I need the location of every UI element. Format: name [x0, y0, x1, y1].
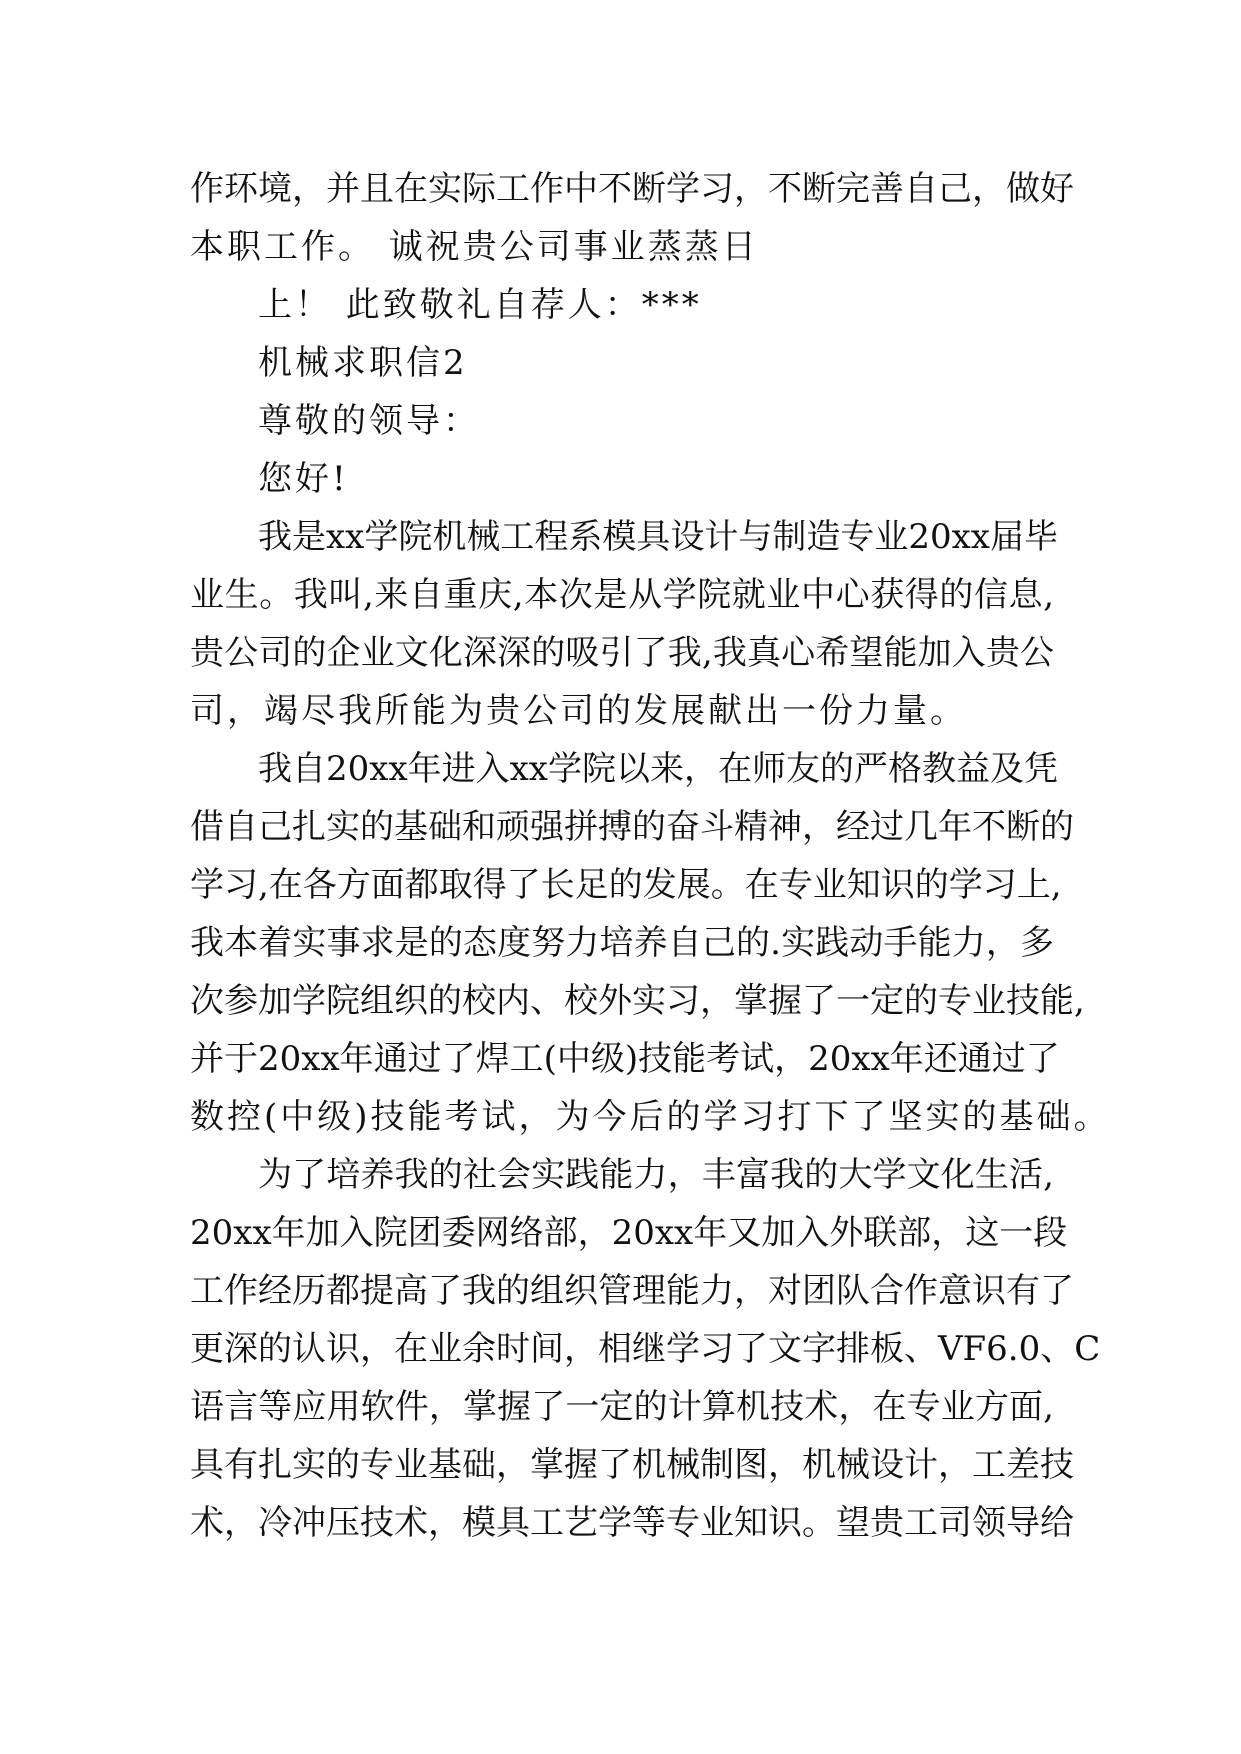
text-line: 次参加学院组织的校内、校外实习，掌握了一定的专业技能,	[190, 981, 1085, 1021]
salutation: 尊敬的领导：	[258, 401, 480, 441]
text-line: 借自己扎实的基础和顽强拼搏的奋斗精神，经过几年不断的	[190, 807, 1074, 847]
text-line: 我自20xx年进入xx学院以来，在师友的严格教益及凭	[258, 749, 1058, 789]
text-line: 具有扎实的专业基础，掌握了机械制图，机械设计，工差技	[190, 1445, 1074, 1485]
text-line: 术，冷冲压技术，模具工艺学等专业知识。望贵工司领导给	[190, 1503, 1074, 1543]
text-line: 贵公司的企业文化深深的吸引了我,我真心希望能加入贵公	[190, 633, 1054, 673]
section-title: 机械求职信2	[258, 343, 468, 383]
greeting: 您好!	[258, 459, 349, 499]
text-line: 数控(中级)技能考试，为今后的学习打下了坚实的基础。	[190, 1097, 1111, 1137]
text-line: 我本着实事求是的态度努力培养自己的.实践动手能力，多	[190, 923, 1054, 963]
text-line: 业生。我叫,来自重庆,本次是从学院就业中心获得的信息,	[190, 575, 1054, 615]
text-line: 作环境，并且在实际工作中不断学习，不断完善自己，做好	[190, 169, 1074, 209]
closing-line: 上！ 此致敬礼自荐人：***	[258, 285, 702, 325]
text-line: 工作经历都提高了我的组织管理能力，对团队合作意识有了	[190, 1271, 1074, 1311]
text-line: 20xx年加入院团委网络部，20xx年又加入外联部，这一段	[190, 1213, 1068, 1253]
text-line: 为了培养我的社会实践能力，丰富我的大学文化生活,	[258, 1155, 1054, 1195]
text-line: 我是xx学院机械工程系模具设计与制造专业20xx届毕	[258, 517, 1058, 557]
text-line: 语言等应用软件，掌握了一定的计算机技术，在专业方面,	[190, 1387, 1054, 1427]
text-line: 并于20xx年通过了焊工(中级)技能考试，20xx年还通过了	[190, 1039, 1060, 1079]
text-line: 更深的认识，在业余时间，相继学习了文字排板、VF6.0、C	[190, 1329, 1101, 1369]
text-line: 本职工作。 诚祝贵公司事业蒸蒸日	[190, 227, 759, 267]
text-line: 司，竭尽我所能为贵公司的发展献出一份力量。	[190, 691, 967, 731]
text-line: 学习,在各方面都取得了长足的发展。在专业知识的学习上,	[190, 865, 1062, 905]
